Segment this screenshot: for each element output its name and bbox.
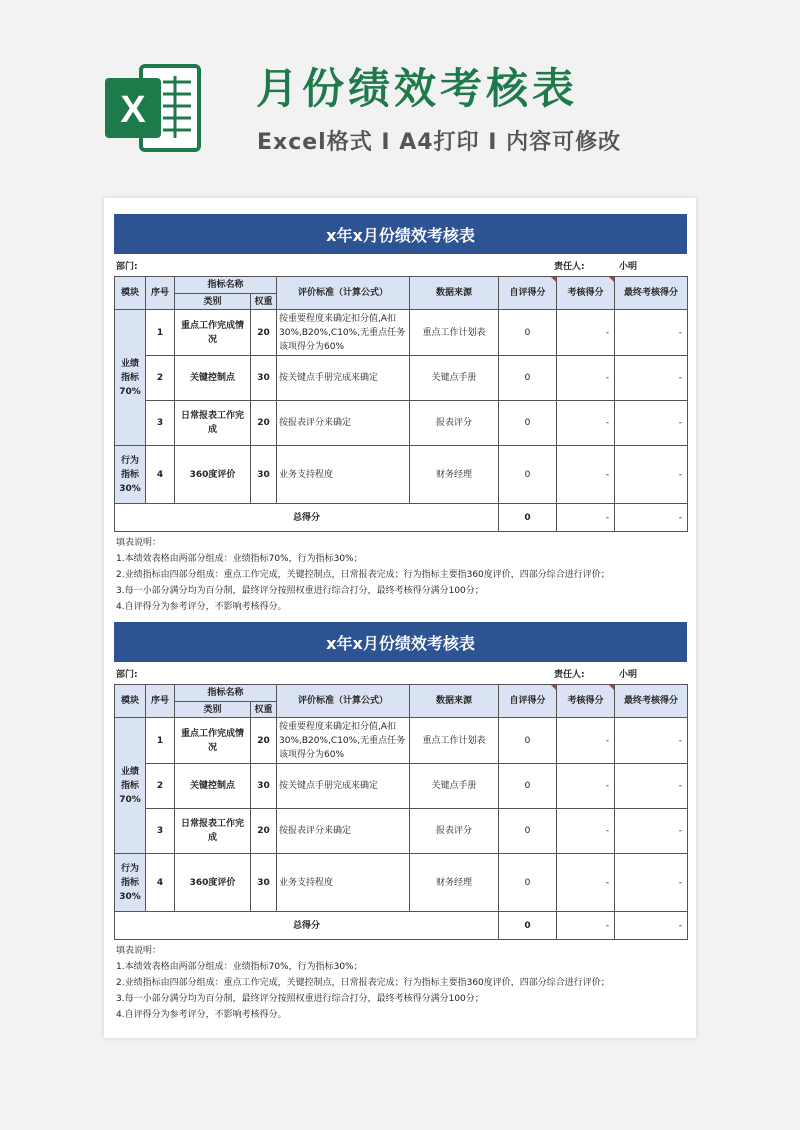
note-line: 3.每一小部分满分均为百分制，最终评分按照权重进行综合打分，最终考核得分满分100分； <box>116 994 484 1004</box>
col-header-seq: 序号 <box>146 277 175 310</box>
criteria-cell: 业务支持程度 <box>277 854 410 912</box>
hero-header <box>0 0 800 200</box>
document-page <box>104 198 696 1038</box>
sheet-title: x年x月份绩效考核表 <box>326 633 475 653</box>
fill-instructions <box>114 532 687 615</box>
total-final-score: - <box>615 504 688 532</box>
assessment-sheet-1 <box>114 214 687 615</box>
final-score-cell: - <box>615 310 688 356</box>
responsible-name: 小明 <box>619 262 638 272</box>
category-cell: 关键控制点 <box>175 356 251 401</box>
note-line: 1.本绩效表格由两部分组成：业绩指标70%，行为指标30%； <box>116 962 363 972</box>
category-cell: 360度评价 <box>175 854 251 912</box>
logo-letter: X <box>120 89 146 131</box>
col-header-final-score: 最终考核得分 <box>615 685 688 718</box>
col-header-source: 数据来源 <box>410 277 499 310</box>
seq-cell: 1 <box>146 718 175 764</box>
module-cell-behavior: 行为指标30% <box>115 446 146 504</box>
weight-cell: 30 <box>251 356 277 401</box>
final-score-cell: - <box>615 356 688 401</box>
self-score-cell: 0 <box>499 401 557 446</box>
col-header-indicator: 指标名称 <box>175 277 277 294</box>
total-row <box>115 912 688 940</box>
total-review-score: - <box>557 912 615 940</box>
sheet-meta-row <box>114 254 687 276</box>
seq-cell: 2 <box>146 764 175 809</box>
fill-instructions <box>114 940 687 1023</box>
weight-cell: 20 <box>251 401 277 446</box>
seq-cell: 2 <box>146 356 175 401</box>
category-cell: 重点工作完成情况 <box>175 310 251 356</box>
department-label: 部门: <box>116 262 138 272</box>
self-score-cell: 0 <box>499 809 557 854</box>
review-score-cell: - <box>557 809 615 854</box>
assessment-sheet-2 <box>114 622 687 1023</box>
header-row <box>115 685 688 702</box>
table-row <box>115 310 688 356</box>
weight-cell: 30 <box>251 446 277 504</box>
col-header-source: 数据来源 <box>410 685 499 718</box>
total-review-score: - <box>557 504 615 532</box>
col-header-module: 模块 <box>115 277 146 310</box>
sheet-title-banner <box>114 622 687 662</box>
source-cell: 报表评分 <box>410 401 499 446</box>
self-score-cell: 0 <box>499 854 557 912</box>
module-cell-behavior: 行为指标30% <box>115 854 146 912</box>
criteria-cell: 业务支持程度 <box>277 446 410 504</box>
notes-heading: 填表说明： <box>116 538 162 548</box>
responsible-label: 责任人: <box>554 262 585 272</box>
note-line: 3.每一小部分满分均为百分制，最终评分按照权重进行综合打分，最终考核得分满分100分； <box>116 586 484 596</box>
col-header-review-score: 考核得分 <box>557 277 615 310</box>
responsible-label: 责任人: <box>554 670 585 680</box>
weight-cell: 30 <box>251 764 277 809</box>
col-header-module: 模块 <box>115 685 146 718</box>
total-self-score: 0 <box>499 504 557 532</box>
criteria-cell: 按报表评分来确定 <box>277 809 410 854</box>
note-line: 4.自评得分为参考评分，不影响考核得分。 <box>116 602 287 612</box>
self-score-cell: 0 <box>499 446 557 504</box>
review-score-cell: - <box>557 356 615 401</box>
final-score-cell: - <box>615 764 688 809</box>
weight-cell: 30 <box>251 854 277 912</box>
source-cell: 重点工作计划表 <box>410 718 499 764</box>
col-header-review-score: 考核得分 <box>557 685 615 718</box>
page-subtitle: Excel格式 I A4打印 I 内容可修改 <box>257 130 622 155</box>
category-cell: 360度评价 <box>175 446 251 504</box>
table-row <box>115 446 688 504</box>
col-header-criteria: 评价标准（计算公式） <box>277 277 410 310</box>
sheet-title: x年x月份绩效考核表 <box>326 225 475 245</box>
criteria-cell: 按关键点手册完成来确定 <box>277 356 410 401</box>
final-score-cell: - <box>615 854 688 912</box>
final-score-cell: - <box>615 809 688 854</box>
final-score-cell: - <box>615 401 688 446</box>
review-score-cell: - <box>557 446 615 504</box>
category-cell: 日常报表工作完成 <box>175 401 251 446</box>
col-header-weight: 权重 <box>251 294 277 310</box>
review-score-cell: - <box>557 854 615 912</box>
seq-cell: 4 <box>146 854 175 912</box>
table-row <box>115 809 688 854</box>
category-cell: 重点工作完成情况 <box>175 718 251 764</box>
col-header-indicator: 指标名称 <box>175 685 277 702</box>
total-label: 总得分 <box>115 504 499 532</box>
assessment-table <box>114 276 688 532</box>
module-cell-performance: 业绩指标70% <box>115 310 146 446</box>
source-cell: 财务经理 <box>410 446 499 504</box>
module-cell-performance: 业绩指标70% <box>115 718 146 854</box>
col-header-seq: 序号 <box>146 685 175 718</box>
note-line: 2.业绩指标由四部分组成：重点工作完成，关键控制点，日常报表完成；行为指标主要指360度评价，四部分综合进行评价； <box>116 978 610 988</box>
notes-heading: 填表说明： <box>116 946 162 956</box>
source-cell: 关键点手册 <box>410 764 499 809</box>
sheet-title-banner <box>114 214 687 254</box>
department-label: 部门: <box>116 670 138 680</box>
seq-cell: 4 <box>146 446 175 504</box>
table-row <box>115 401 688 446</box>
source-cell: 重点工作计划表 <box>410 310 499 356</box>
weight-cell: 20 <box>251 809 277 854</box>
col-header-category: 类别 <box>175 294 251 310</box>
responsible-name: 小明 <box>619 670 638 680</box>
sheet-meta-row <box>114 662 687 684</box>
weight-cell: 20 <box>251 310 277 356</box>
review-score-cell: - <box>557 718 615 764</box>
table-row <box>115 718 688 764</box>
weight-cell: 20 <box>251 718 277 764</box>
review-score-cell: - <box>557 401 615 446</box>
seq-cell: 3 <box>146 401 175 446</box>
total-final-score: - <box>615 912 688 940</box>
category-cell: 关键控制点 <box>175 764 251 809</box>
col-header-final-score: 最终考核得分 <box>615 277 688 310</box>
self-score-cell: 0 <box>499 310 557 356</box>
final-score-cell: - <box>615 718 688 764</box>
col-header-weight: 权重 <box>251 702 277 718</box>
source-cell: 关键点手册 <box>410 356 499 401</box>
col-header-criteria: 评价标准（计算公式） <box>277 685 410 718</box>
page-title: 月份绩效考核表 <box>256 64 579 113</box>
col-header-self-score: 自评得分 <box>499 277 557 310</box>
table-row <box>115 356 688 401</box>
criteria-cell: 按重要程度来确定扣分值,A扣30%,B20%,C10%,无重点任务该项得分为60% <box>277 310 410 356</box>
total-self-score: 0 <box>499 912 557 940</box>
source-cell: 财务经理 <box>410 854 499 912</box>
total-row <box>115 504 688 532</box>
criteria-cell: 按关键点手册完成来确定 <box>277 764 410 809</box>
header-row <box>115 277 688 294</box>
category-cell: 日常报表工作完成 <box>175 809 251 854</box>
self-score-cell: 0 <box>499 764 557 809</box>
criteria-cell: 按报表评分来确定 <box>277 401 410 446</box>
self-score-cell: 0 <box>499 718 557 764</box>
table-row <box>115 764 688 809</box>
note-line: 2.业绩指标由四部分组成：重点工作完成，关键控制点，日常报表完成；行为指标主要指360度评价，四部分综合进行评价； <box>116 570 610 580</box>
review-score-cell: - <box>557 764 615 809</box>
note-line: 1.本绩效表格由两部分组成：业绩指标70%，行为指标30%； <box>116 554 363 564</box>
col-header-self-score: 自评得分 <box>499 685 557 718</box>
final-score-cell: - <box>615 446 688 504</box>
self-score-cell: 0 <box>499 356 557 401</box>
col-header-category: 类别 <box>175 702 251 718</box>
assessment-table <box>114 684 688 940</box>
source-cell: 报表评分 <box>410 809 499 854</box>
table-row <box>115 854 688 912</box>
criteria-cell: 按重要程度来确定扣分值,A扣30%,B20%,C10%,无重点任务该项得分为60% <box>277 718 410 764</box>
note-line: 4.自评得分为参考评分，不影响考核得分。 <box>116 1010 287 1020</box>
review-score-cell: - <box>557 310 615 356</box>
seq-cell: 1 <box>146 310 175 356</box>
seq-cell: 3 <box>146 809 175 854</box>
excel-logo-icon <box>103 60 203 156</box>
total-label: 总得分 <box>115 912 499 940</box>
